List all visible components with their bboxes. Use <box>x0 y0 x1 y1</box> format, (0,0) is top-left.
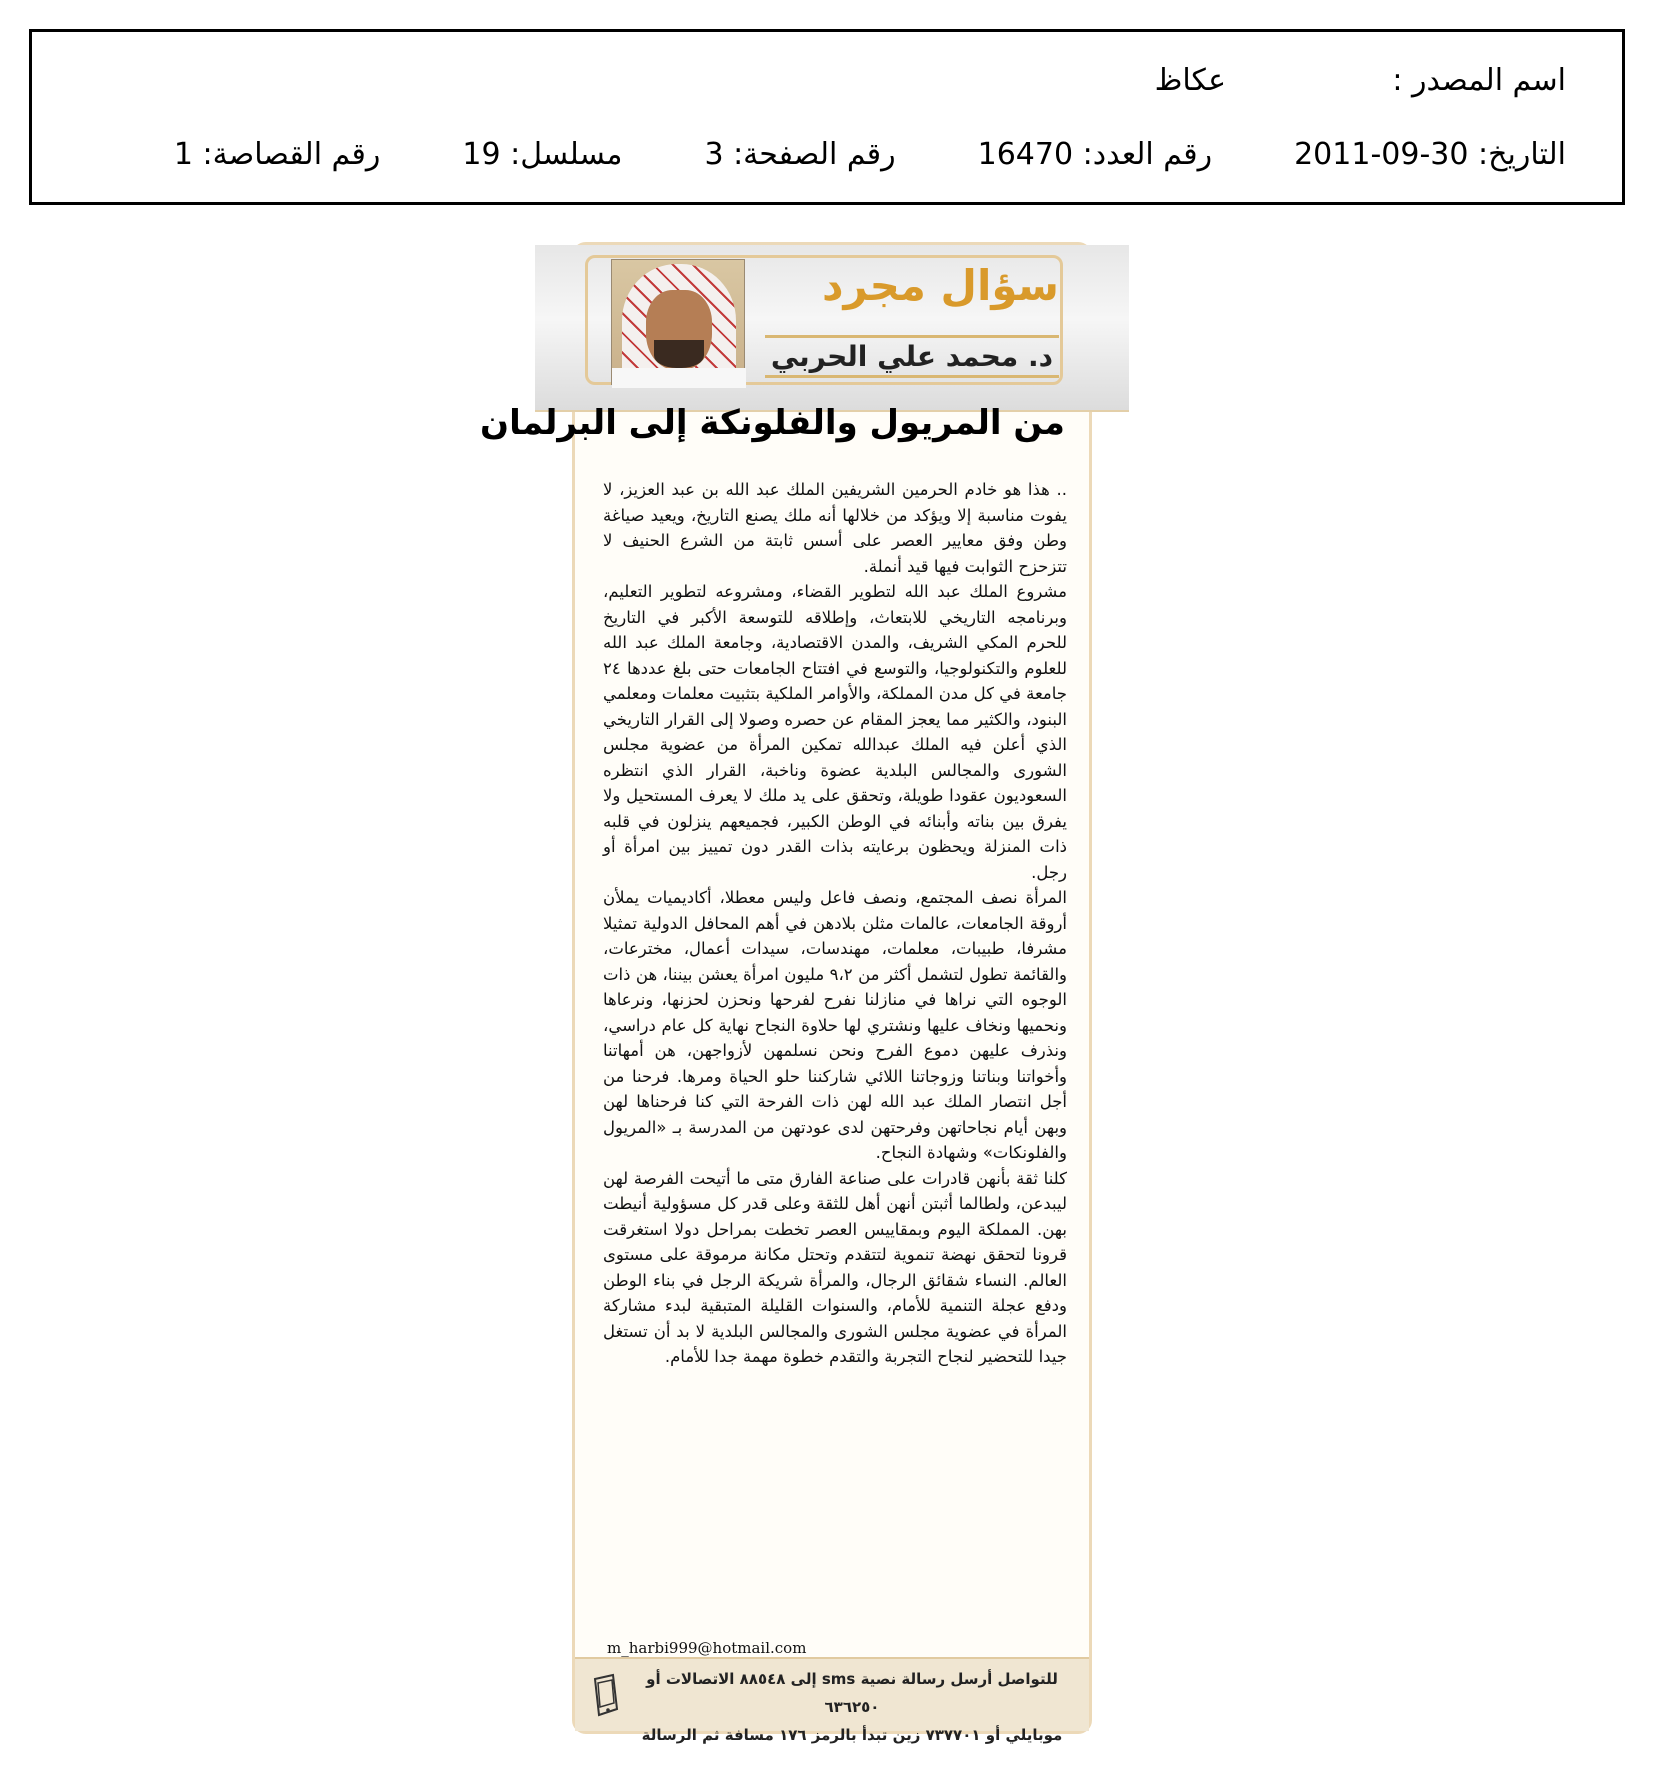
column-title: سؤال مجرد <box>821 261 1059 310</box>
author-name: د. محمد علي الحربي <box>765 335 1059 378</box>
clip-number-field: رقم القصاصة: 1 <box>173 136 381 172</box>
sms-contact-line-2: موبايلي أو ٧٣٧٧٠١ زين تبدأ بالرمز ١٧٦ مسافة ثم الرسالة <box>641 1726 1063 1744</box>
source-label: اسم المصدر : <box>1392 62 1566 98</box>
article-paragraph: .. هذا هو خادم الحرمين الشريفين الملك عبد الله بن عبد العزيز، لا يفوت مناسبة إلا ويؤكد من خلالها أنه ملك يصنع التاريخ، ويعيد صياغة وطن وفق معايير العصر على أسس ثابتة من الشرع الحنيف لا تتزحزح الثوابت فيها قيد أنملة. <box>603 480 1067 576</box>
author-email: m_harbi999@hotmail.com <box>607 1639 807 1657</box>
author-photo <box>611 259 745 385</box>
date-field: التاريخ: 30-09-2011 <box>1294 136 1566 172</box>
sms-contact-footer <box>575 1657 1089 1744</box>
article-paragraph: المرأة نصف المجتمع، ونصف فاعل وليس معطلا، أكاديميات يملأن أروقة الجامعات، عالمات مثلن بلادهن في أهم المحافل الدولية تمثيلا مشرفا، طبيبات، معلمات، مهندسات، سيدات أعمال، مخترعات، والقائمة تطول لتشمل أكثر من ٩،٢ مليون امرأة يعشن بيننا، هن ذات الوجوه التي نراها في منازلنا نفرح لفرحها ونحزن لحزنها، ونرعاها ونحميها ونخاف عليها ونشتري لها حلاوة النجاح نهاية كل عام دراسي، ونذرف عليهن دموع الفرح ونحن نسلمهن لأزواجهن، هن أمهاتنا وأخواتنا وبناتنا وزوجاتنا اللائي شاركننا حلو الحياة ومرها. فرحنا من أجل انتصار الملك عبد الله لهن ذات الفرحة التي كنا فرحناها لهن وبهن أيام نجاحاتهن وفرحتهن لدى عودتهن من المدرسة بـ «المريول والفلونكات» وشهادة النجاح. <box>603 888 1067 1162</box>
metadata-row-details <box>88 128 1566 180</box>
newspaper-clipping <box>480 242 1092 1744</box>
clipping-metadata-box <box>29 29 1625 205</box>
author-thobe <box>612 368 746 388</box>
sms-contact-text <box>631 1665 1073 1749</box>
issue-number-field: رقم العدد: 16470 <box>977 136 1213 172</box>
serial-field: مسلسل: 19 <box>462 136 623 172</box>
source-value: عكاظ <box>1154 62 1226 98</box>
page-number-field: رقم الصفحة: 3 <box>704 136 896 172</box>
article-paragraph: مشروع الملك عبد الله لتطوير القضاء، ومشروعه لتطوير التعليم، وبرنامجه التاريخي للابتعاث، وإطلاقه للتوسعة الأكبر في التاريخ للحرم المكي الشريف، والمدن الاقتصادية، وجامعة الملك عبد الله للعلوم والتكنولوجيا، والتوسع في افتتاح الجامعات حتى بلغ عددها ٢٤ جامعة في كل مدن المملكة، والأوامر الملكية بتثبيت معلمات ومعلمي البنود، والكثير مما يعجز المقام عن حصره وصولا إلى القرار التاريخي الذي أعلن فيه الملك عبدالله تمكين المرأة من عضوية مجلس الشورى والمجالس البلدية عضوة وناخبة، القرار الذي انتظره السعوديون عقودا طويلة، وتحقق على يد ملك لا يعرف المستحيل ولا يفرق بين بناته وأبنائه في الوطن الكبير، فجميعهم ينزلون في قلبه ذات المنزلة ويحظون برعايته بذات القدر دون تمييز بين امرأة أو رجل. <box>603 582 1067 882</box>
sms-contact-line-1: للتواصل أرسل رسالة نصية sms إلى ٨٨٥٤٨ الاتصالات أو ٦٣٦٢٥٠ <box>646 1670 1058 1716</box>
article-headline: من المريول والفلونكة إلى البرلمان <box>480 403 1065 443</box>
author-beard <box>654 340 704 368</box>
mobile-phone-icon <box>587 1673 621 1717</box>
metadata-row-source <box>88 54 1566 106</box>
article-body <box>603 477 1067 1370</box>
article-paragraph: كلنا ثقة بأنهن قادرات على صناعة الفارق متى ما أتيحت الفرصة لهن ليبدعن، ولطالما أثبتن أنهن أهل للثقة وعلى قدر كل مسؤولية أنيطت بهن. المملكة اليوم وبمقاييس العصر تخطت بمراحل دولا استغرقت قرونا لتحقق نهضة تنموية لتتقدم وتحتل مكانة مرموقة على مستوى العالم. النساء شقائق الرجال، والمرأة شريكة الرجل في بناء الوطن ودفع عجلة التنمية للأمام، والسنوات القليلة المتبقية لبدء مشاركة المرأة في عضوية مجلس الشورى والمجالس البلدية لا بد أن تستغل جيدا للتحضير لنجاح التجربة والتقدم خطوة مهمة جدا للأمام. <box>603 1168 1067 1366</box>
